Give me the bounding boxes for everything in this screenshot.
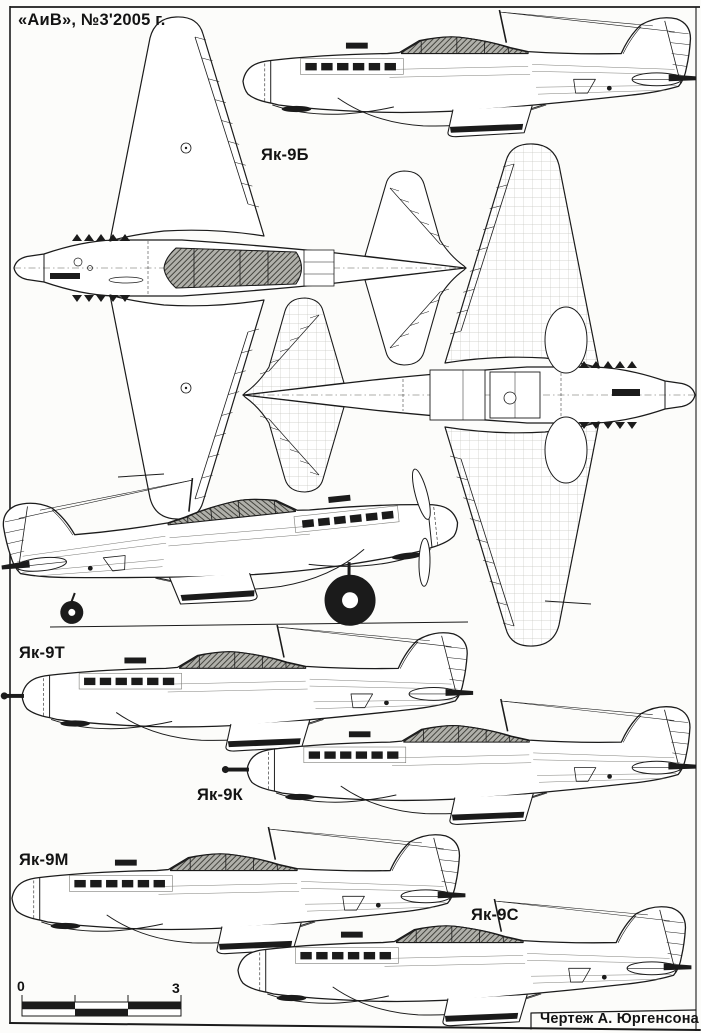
yak-9m-side-view-drawing [12,827,465,954]
yak-9-bottom-view-drawing [243,144,695,646]
scale-bar-start-label: 0 [17,978,25,994]
label-yak-9b: Як-9Б [261,146,309,164]
yak-9b-side-view-drawing [243,10,696,137]
label-yak-9m: Як-9М [19,851,69,869]
draftsman-credit: Чертеж А. Юргенсона [540,1011,699,1027]
yak-9t-side-view-drawing [1,625,473,751]
ground-line [50,622,468,627]
scale-bar [22,995,181,1016]
yak-9-side-view-gear-down-drawing [0,451,467,661]
label-yak-9s: Як-9С [471,906,519,924]
label-yak-9t: Як-9Т [19,644,65,662]
label-yak-9k: Як-9К [197,786,243,804]
scale-bar-end-label: 3 [172,980,180,996]
magazine-issue-header: «АиВ», №3'2005 г. [18,11,166,29]
